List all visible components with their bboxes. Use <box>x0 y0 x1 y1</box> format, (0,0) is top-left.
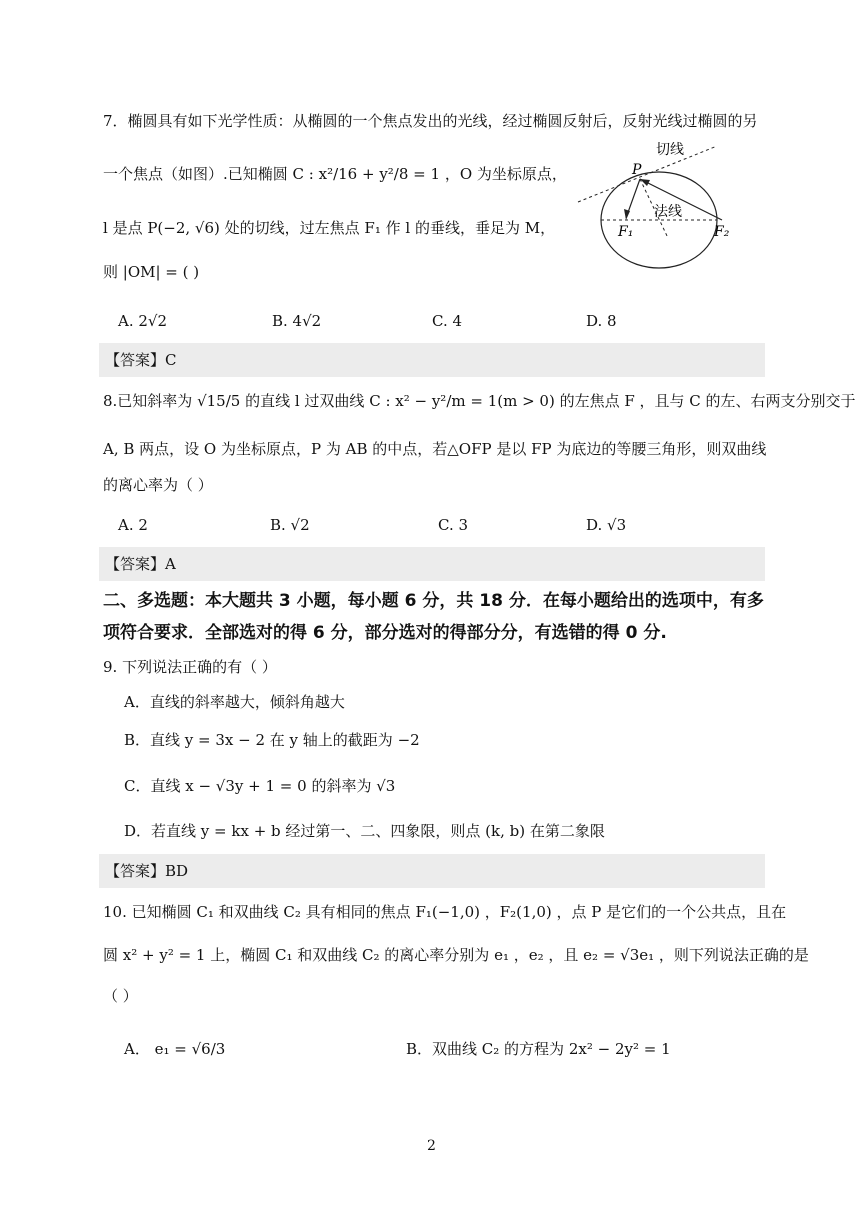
q8-answer-box <box>99 547 765 581</box>
q8-stem-line2: A, B 两点，设 O 为坐标原点，P 为 AB 的中点，若△OFP 是以 FP 为底边的等腰三角形，则双曲线 <box>103 440 767 458</box>
q7-option-b: B. 4√2 <box>272 312 322 330</box>
q8-answer: 【答案】A <box>105 555 176 573</box>
q10-option-a: A． e₁ = √6/3 <box>124 1040 226 1058</box>
q8-option-b: B. √2 <box>270 516 310 534</box>
f1-label: F₁ <box>618 224 634 240</box>
q9-stem: 9. 下列说法正确的有（ ） <box>103 658 277 676</box>
q7-answer: 【答案】C <box>105 351 177 369</box>
q7-stem-line4: 则 |OM| = ( ) <box>103 263 200 281</box>
q10-stem-line2: 圆 x² + y² = 1 上，椭圆 C₁ 和双曲线 C₂ 的离心率分别为 e₁ ，e₂ ，且 e₂ = √3e₁ ，则下列说法正确的是 <box>103 946 809 964</box>
ellipse-figure <box>572 138 732 278</box>
q9-answer: 【答案】BD <box>105 862 189 880</box>
q7-stem-line1: 7．椭圆具有如下光学性质：从椭圆的一个焦点发出的光线，经过椭圆反射后，反射光线过椭圆的另 <box>103 112 758 130</box>
section2-heading-line1: 二、多选题：本大题共 3 小题，每小题 6 分，共 18 分．在每小题给出的选项中，有多 <box>103 591 764 611</box>
p-label: P <box>632 162 642 178</box>
q9-option-b: B．直线 y = 3x − 2 在 y 轴上的截距为 −2 <box>124 731 420 749</box>
q8-stem-line1: 8.已知斜率为 √15/5 的直线 l 过双曲线 C : x² − y²/m = 1(m > 0) 的左焦点 F ，且与 C 的左、右两支分别交于 <box>103 392 856 410</box>
q8-stem-line3: 的离心率为（ ） <box>103 476 213 494</box>
q8-option-d: D. √3 <box>586 516 627 534</box>
arrow-head-p <box>640 179 650 186</box>
section2-heading-line2: 项符合要求．全部选对的得 6 分，部分选对的得部分分，有选错的得 0 分. <box>103 623 667 643</box>
q7-option-d: D. 8 <box>586 312 617 330</box>
q10-stem-line3: （ ） <box>103 987 138 1005</box>
tangent-label: 切线 <box>656 142 684 158</box>
q9-option-d: D．若直线 y = kx + b 经过第一、二、四象限，则点 (k, b) 在第二象限 <box>124 822 605 840</box>
q10-option-b: B．双曲线 C₂ 的方程为 2x² − 2y² = 1 <box>406 1040 671 1058</box>
q9-option-a: A．直线的斜率越大，倾斜角越大 <box>124 693 345 711</box>
q10-stem-line1: 10. 已知椭圆 C₁ 和双曲线 C₂ 具有相同的焦点 F₁(−1,0) ，F₂(1,0) ，点 P 是它们的一个公共点，且在 <box>103 903 787 921</box>
q8-option-c: C. 3 <box>438 516 469 534</box>
q7-answer-box <box>99 343 765 377</box>
page-number: 2 <box>427 1138 436 1154</box>
q7-option-c: C. 4 <box>432 312 463 330</box>
q7-stem-line2: 一个焦点（如图）.已知椭圆 C : x²/16 + y²/8 = 1 ，O 为坐标原点， <box>103 165 567 183</box>
q7-option-a: A. 2√2 <box>118 312 168 330</box>
f2-label: F₂ <box>714 224 730 240</box>
q8-option-a: A. 2 <box>118 516 148 534</box>
normal-label: 法线 <box>654 204 682 220</box>
q7-stem-line3: l 是点 P(−2, √6) 处的切线，过左焦点 F₁ 作 l 的垂线，垂足为 M， <box>103 219 556 237</box>
q9-answer-box <box>99 854 765 888</box>
q9-option-c: C．直线 x − √3y + 1 = 0 的斜率为 √3 <box>124 777 396 795</box>
tangent-line <box>578 146 717 202</box>
